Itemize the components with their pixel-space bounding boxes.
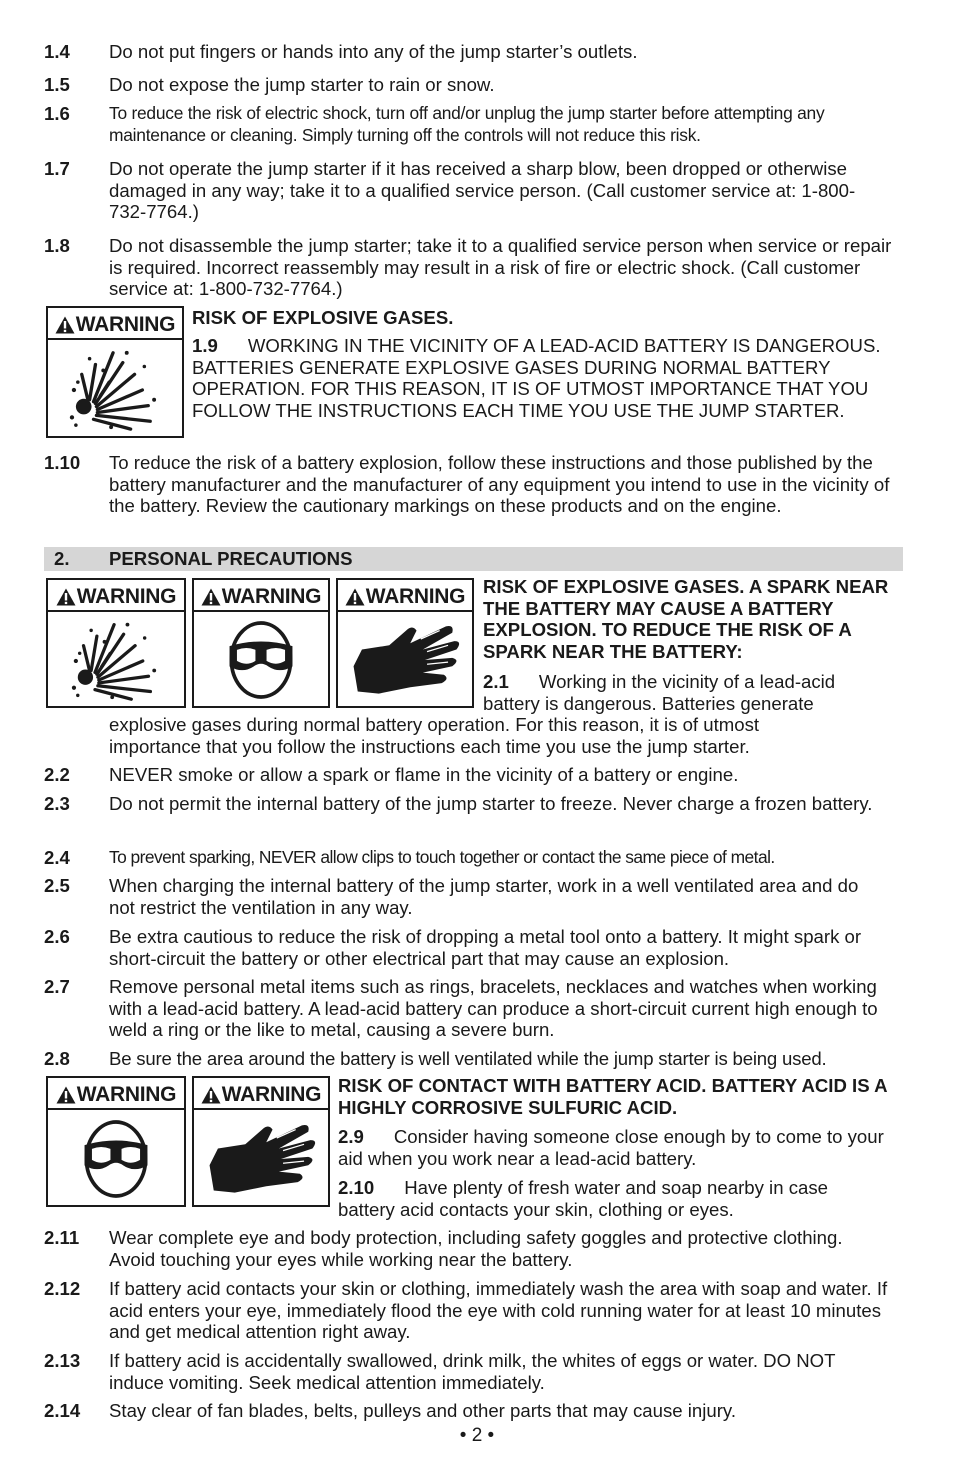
item-text: Have plenty of fresh water and soap nearby in case battery acid contacts your skin, clothing or eyes. [338, 1177, 828, 1220]
warning-label [194, 1082, 328, 1110]
item-text: WORKING IN THE VICINITY OF A LEAD-ACID BATTERY IS DANGEROUS. BATTERIES GENERATE EXPLOSIVE GASES DURING NORMAL BATTERY OPERATION. FOR THIS REASON, IT IS OF UTMOST IMPORTANCE THAT YOU FOLLOW THE INSTRUCTIONS EACH TIME YOU USE THE JUMP STARTER. [192, 335, 881, 421]
item-number: 1.6 [44, 103, 70, 124]
warning-triangle-icon [201, 588, 221, 606]
item-text: Do not disassemble the jump starter; take it to a qualified service person when service or repair is required. Incorrect reassembly may result in a risk of fire or electric shock. (Call customer service at: 1-800-732-7764.) [109, 235, 892, 299]
item-number: 1.9 [192, 335, 218, 356]
item-number: 2.6 [44, 926, 70, 947]
item-text: If battery acid contacts your skin or clothing, immediately wash the area with soap and water. If acid enters your eye, immediately flood the eye with cold running water for at least 10 minutes and get medical attention right away. [109, 1278, 888, 1342]
warning-triangle-icon [201, 1086, 221, 1104]
warning-sign-goggles [192, 578, 330, 708]
warning-body-continued: explosive gases during normal battery operation. For this reason, it is of utmost importance that you follow the instructions each time you use the jump starter. [109, 714, 760, 757]
item-text: Do not operate the jump starter if it has received a sharp blow, been dropped or otherwise damaged in any way; take it to a qualified service person. (Call customer service at: 1-800-732-7764.) [109, 158, 856, 222]
warning-sign-explosion [46, 306, 184, 438]
item-number: 2.3 [44, 793, 70, 814]
protective-glove-icon [347, 618, 463, 702]
warning-text: WARNING [221, 1083, 322, 1107]
item-text: Stay clear of fan blades, belts, pulleys and other parts that may cause injury. [109, 1400, 737, 1421]
safety-goggles-icon [79, 1117, 153, 1201]
warning-triangle-icon [345, 588, 365, 606]
warning-text: WARNING [76, 585, 177, 609]
item-number: 1.5 [44, 74, 70, 95]
warning-label [338, 584, 472, 612]
item-text: To reduce the risk of electric shock, turn off and/or unplug the jump starter before attempting any maintenance or cleaning. Simply turning off the controls will not reduce this risk. [109, 103, 825, 145]
item-number: 2.8 [44, 1048, 70, 1069]
item-text: To reduce the risk of a battery explosion, follow these instructions and those published by the battery manufacturer and the manufacturer of any equipment you intend to use in the vicinity of the battery. Review the cautionary markings on these products and on the engine. [109, 452, 890, 516]
warning-body-2-9 [338, 1126, 902, 1169]
item-number: 2.2 [44, 764, 70, 785]
item-text: Be extra cautious to reduce the risk of dropping a metal tool onto a battery. It might spark or short-circuit the battery or other electrical part that may cause an explosion. [109, 926, 862, 969]
warning-body [483, 671, 878, 714]
item-text: Be sure the area around the battery is well ventilated while the jump starter is being used. [109, 1048, 827, 1069]
warning-body [192, 335, 902, 421]
item-number: 1.4 [44, 41, 70, 62]
item-number: 1.7 [44, 158, 70, 179]
section-title: PERSONAL PRECAUTIONS [109, 548, 353, 569]
item-text: Do not put fingers or hands into any of the jump starter’s outlets. [109, 41, 638, 62]
warning-heading: RISK OF EXPLOSIVE GASES. A SPARK NEAR THE BATTERY MAY CAUSE A BATTERY EXPLOSION. TO REDUCE THE RISK OF A SPARK NEAR THE BATTERY: [483, 576, 889, 662]
item-text: Consider having someone close enough by to come to your aid when you work near a lead-acid battery. [338, 1126, 884, 1169]
item-number: 1.10 [44, 452, 81, 473]
warning-triangle-icon [56, 588, 76, 606]
item-number: 2.1 [483, 671, 509, 692]
explosion-icon [66, 617, 166, 703]
warning-sign-glove [336, 578, 474, 708]
warning-text: WARNING [75, 313, 176, 337]
warning-triangle-icon [56, 1086, 76, 1104]
protective-glove-icon [203, 1117, 319, 1201]
warning-sign-goggles [46, 1076, 186, 1207]
warning-body-2-10 [338, 1177, 874, 1220]
item-number: 2.10 [338, 1177, 375, 1198]
item-number: 2.12 [44, 1278, 81, 1299]
warning-sign-explosion [46, 578, 186, 708]
warning-heading: RISK OF EXPLOSIVE GASES. [192, 307, 454, 328]
warning-text: WARNING [221, 585, 322, 609]
item-number: 2.11 [44, 1227, 80, 1248]
warning-text: WARNING [76, 1083, 177, 1107]
warning-triangle-icon [55, 316, 75, 334]
item-text: Do not expose the jump starter to rain or snow. [109, 74, 495, 95]
page-number: • 2 • [459, 1425, 495, 1446]
item-number: 2.14 [44, 1400, 81, 1421]
item-text: Working in the vicinity of a lead-acid battery is dangerous. Batteries generate [483, 671, 836, 714]
item-text: If battery acid is accidentally swallowed, drink milk, the whites of eggs or water. DO NOT induce vomiting. Seek medical attention immediately. [109, 1350, 836, 1393]
item-number: 2.4 [44, 847, 70, 868]
warning-sign-glove [192, 1076, 330, 1207]
warning-label [194, 584, 328, 612]
item-number: 2.9 [338, 1126, 364, 1147]
item-text: Wear complete eye and body protection, including safety goggles and protective clothing. Avoid touching your eyes while working near the battery. [109, 1227, 843, 1270]
safety-goggles-icon [224, 618, 298, 702]
item-number: 2.13 [44, 1350, 81, 1371]
warning-label [48, 584, 184, 612]
item-text: To prevent sparking, NEVER allow clips to touch together or contact the same piece of metal. [109, 847, 775, 867]
item-number: 1.8 [44, 235, 70, 256]
warning-text: WARNING [365, 585, 466, 609]
item-number: 2.5 [44, 875, 70, 896]
warning-label [48, 1082, 184, 1110]
item-text: Remove personal metal items such as rings, bracelets, necklaces and watches when working with a lead-acid battery. A lead-acid battery can produce a short-circuit current high enough to weld a ring or the like to metal, causing a severe burn. [109, 976, 878, 1040]
section-number: 2. [54, 548, 70, 569]
item-text: Do not permit the internal battery of the jump starter to freeze. Never charge a frozen battery. [109, 793, 873, 814]
item-number: 2.7 [44, 976, 70, 997]
item-text: NEVER smoke or allow a spark or flame in the vicinity of a battery or engine. [109, 764, 739, 785]
explosion-icon [65, 345, 165, 433]
warning-heading: RISK OF CONTACT WITH BATTERY ACID. BATTERY ACID IS A HIGHLY CORROSIVE SULFURIC ACID. [338, 1075, 887, 1118]
item-text: When charging the internal battery of the jump starter, work in a well ventilated area and do not restrict the ventilation in any way. [109, 875, 859, 918]
warning-label [48, 312, 182, 340]
